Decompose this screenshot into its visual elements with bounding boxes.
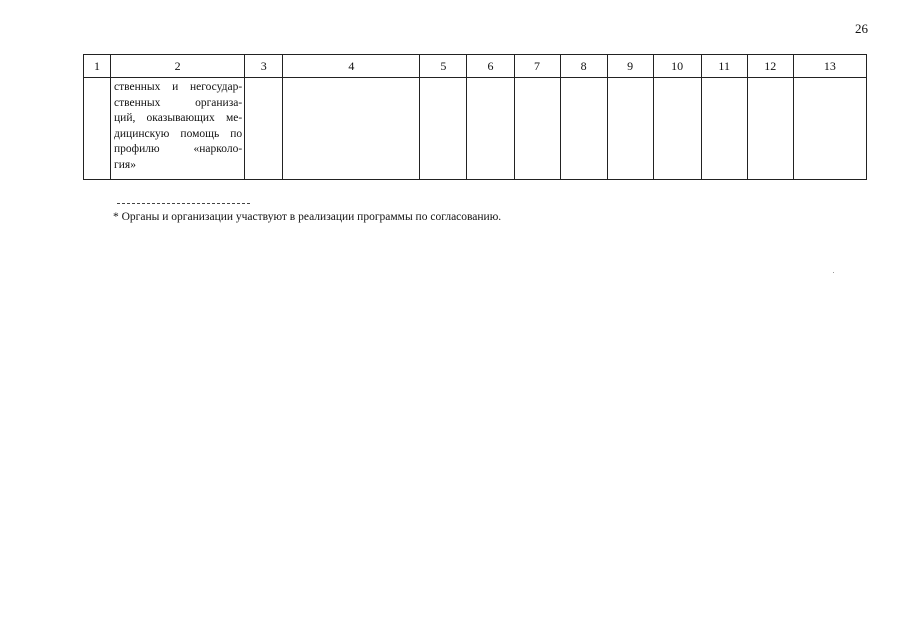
page-number: 26	[855, 21, 868, 36]
table-cell-4	[283, 78, 420, 180]
text-line: ственных организа-	[114, 96, 243, 109]
column-header-12: 12	[747, 55, 793, 78]
table-cell-10	[653, 78, 701, 180]
text-line: ственных и негосудар-	[114, 81, 243, 93]
table-cell-5	[420, 78, 467, 180]
table-cell-11	[701, 78, 747, 180]
column-header-2: 2	[111, 55, 245, 78]
column-header-10: 10	[653, 55, 701, 78]
organization-description	[111, 78, 244, 173]
text-line: гия»	[114, 158, 136, 171]
footnote-separator	[117, 203, 250, 204]
column-header-4: 4	[283, 55, 420, 78]
table-cell-8	[560, 78, 607, 180]
column-header-1: 1	[84, 55, 111, 78]
program-table	[83, 54, 867, 180]
table-cell-6	[467, 78, 514, 180]
table-cell-7	[514, 78, 560, 180]
column-header-3: 3	[245, 55, 283, 78]
table-cell-2	[111, 78, 245, 180]
text-line: профилю «нарколо-	[114, 143, 243, 155]
table-row	[84, 78, 867, 180]
text-line: дицинскую помощь по	[114, 127, 243, 140]
footnote: * Органы и организации участвуют в реализации программы по согласованию.	[113, 211, 502, 223]
column-header-7: 7	[514, 55, 560, 78]
table-cell-13	[793, 78, 866, 180]
scan-speck	[833, 272, 834, 273]
column-header-8: 8	[560, 55, 607, 78]
table-cell-1	[84, 78, 111, 180]
column-header-11: 11	[701, 55, 747, 78]
text-line: ций, оказывающих ме-	[114, 112, 243, 124]
column-header-9: 9	[607, 55, 653, 78]
table-cell-3	[245, 78, 283, 180]
column-header-13: 13	[793, 55, 866, 78]
column-header-6: 6	[467, 55, 514, 78]
table-cell-12	[747, 78, 793, 180]
table-cell-9	[607, 78, 653, 180]
column-header-5: 5	[420, 55, 467, 78]
table-header-row	[84, 55, 867, 78]
